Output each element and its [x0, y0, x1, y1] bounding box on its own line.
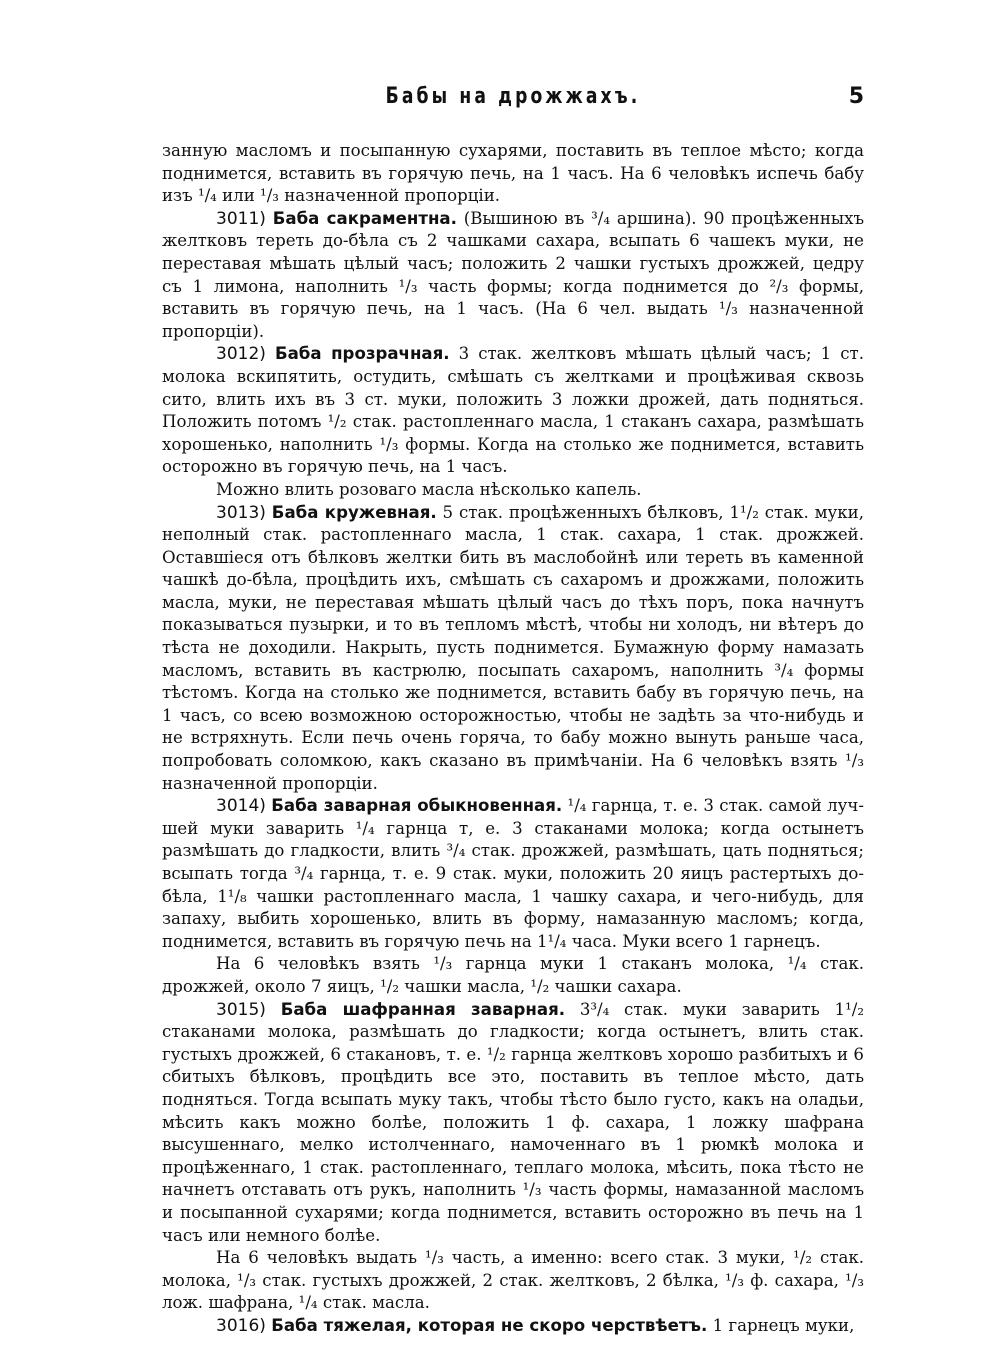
page-header: [162, 84, 864, 124]
note-paragraph: [162, 953, 864, 998]
page-number: 5: [848, 84, 864, 109]
note-paragraph: [162, 1247, 864, 1315]
recipe-3011: [162, 208, 864, 344]
paragraph-text: На 6 человѣкъ выдать ¹/₃ часть, а именно: всего стак. 3 муки, ¹/₂ стак. молока, ¹/₃ стак. густыхъ дрожжей, 2 стак. желтковъ, 2 бѣлка, ¹/₃ ф. сахара, ¹/₃ лож. шафрана, ¹/₄ стак. масла.: [162, 1248, 864, 1313]
recipe-title: Баба шафранная заварная.: [280, 999, 566, 1019]
recipe-number: 3016): [216, 1315, 266, 1336]
recipe-text: 5 стак. процѣженныхъ бѣлковъ, 1¹/₂ стак. муки, неполный стак. растопленнаго масла, 1 стак. сахара, 1 стак. дрожжей. Оставшіеся отъ бѣлковъ желтки бить въ маслобойнѣ или тереть въ каменной чашкѣ до-бѣла, процѣдить ихъ, смѣшать съ сахаромъ и дрожжами, положить масла, муки, не переставая мѣшать цѣлый часъ до тѣхъ поръ, пока начнутъ показываться пузырки, и то въ тепломъ мѣстѣ, чтобы ни холодъ, ни вѣтеръ до тѣста не доходили. Накрыть, пусть поднимется. Бумажную форму намазать масломъ, вставить въ кастрюлю, посыпать сахаромъ, наполнить ³/₄ формы тѣстомъ. Когда на столько же поднимется, вставить бабу въ горячую печь, на 1 часъ, со всею возможною осторожностью, чтобы не задѣть за что-нибудь и не встряхнуть. Если печь очень горяча, то бабу можно вынуть раньше часа, попробовать соломкою, какъ сказано въ примѣчаніи. На 6 человѣкъ взять ¹/₃ назначенной пропорціи.: [162, 502, 864, 793]
recipe-3013: [162, 502, 864, 796]
recipe-title: Баба заварная обыкновенная.: [271, 796, 563, 816]
body-text: [162, 140, 864, 1337]
running-title: Бабы на дрожжахъ.: [385, 84, 641, 109]
recipe-3016: [162, 1315, 864, 1338]
recipe-number: 3013): [216, 502, 266, 523]
recipe-text: 1 гарнецъ муки,: [712, 1315, 855, 1335]
paragraph-text: Можно влить розоваго масла нѣсколько капель.: [216, 479, 642, 499]
recipe-text: (Вышиною въ ³/₄ аршина). 90 процѣженныхъ желтковъ тереть до-бѣла съ 2 чашками сахара, всыпать 6 чашекъ муки, не переставая мѣшать цѣлый часъ; положить 2 чашки густыхъ дрожжей, цедру съ 1 лимона, наполнить ¹/₃ часть формы; когда поднимется до ²/₃ формы, вставить въ горячую печь, на 1 часъ. (На 6 чел. выдать ¹/₃ назначенной пропорціи).: [162, 208, 865, 341]
paragraph-text: занную масломъ и посыпанную сухарями, поставить въ теплое мѣсто; когда поднимется, вставить въ горячую печь, на 1 часъ. На 6 человѣкъ испечь бабу изъ ¹/₄ или ¹/₃ назначенной пропорціи.: [162, 141, 864, 206]
paragraph-text: На 6 человѣкъ взять ¹/₃ гарнца муки 1 стаканъ молока, ¹/₄ стак. дрожжей, около 7 яицъ, ¹/₂ чашки масла, ¹/₂ чашки сахара.: [162, 954, 864, 996]
recipe-text: 3 стак. желтковъ мѣшать цѣлый часъ; 1 ст. молока вскипятить, остудить, смѣшать съ желтками и процѣживая сквозь сито, влить ихъ въ 3 ст. муки, положить 3 ложки дрожей, дать подняться. Положить потомъ ¹/₂ стак. растопленнаго масла, 1 стаканъ сахара, размѣшать хорошенько, наполнить ¹/₃ формы. Когда на столько же поднимется, вставить осторожно въ горячую печь, на 1 часъ.: [162, 344, 864, 477]
recipe-3015: [162, 999, 864, 1248]
recipe-3012: [162, 343, 864, 479]
recipe-number: 3015): [216, 999, 266, 1020]
recipe-title: Баба прозрачная.: [274, 344, 450, 364]
recipe-3014: [162, 795, 864, 953]
paragraph-continuation: [162, 140, 864, 208]
recipe-number: 3011): [216, 208, 266, 229]
note-paragraph: [162, 479, 864, 502]
recipe-title: Баба кружевная.: [271, 502, 437, 522]
recipe-number: 3012): [216, 344, 266, 365]
recipe-text: ¹/₄ гарнца, т. е. 3 стак. самой лучшей муки заварить ¹/₄ гарнца т, е. 3 стаканами молока; когда остынетъ размѣшать до гладкости, влить ³/₄ стак. дрожжей, размѣшать, цать подняться; всыпать тогда ³/₄ гарнца, т. е. 9 стак. муки, положить 20 яицъ растертыхъ до-бѣла, 1¹/₈ чашки растопленнаго масла, 1 чашку сахара, и чего-нибудь, для запаху, выбить хорошенько, влить въ форму, намазанную масломъ; когда, поднимется, вставить въ горячую печь на 1¹/₄ часа. Муки всего 1 гарнецъ.: [162, 796, 864, 951]
recipe-number: 3014): [216, 796, 266, 817]
recipe-text: 3³/₄ стак. муки заварить 1¹/₂ стаканами молока, размѣшать до гладкости; когда остынетъ, влить стак. густыхъ дрожжей, 6 стакановъ, т. е. ¹/₂ гарнца желтковъ хорошо разбитыхъ и 6 сбитыхъ бѣлковъ, процѣдить все это, поставить въ теплое мѣсто, дать подняться. Тогда всыпать муку такъ, чтобы тѣсто было густо, какъ на оладьи, мѣсить какъ можно болѣе, положить 1 ф. сахара, 1 ложку шафрана высушеннаго, мелко истолченнаго, намоченнаго въ 1 рюмкѣ молока и процѣженнаго, 1 стак. растопленнаго, теплаго молока, мѣсить, пока тѣсто не начнетъ отставать отъ рукъ, наполнить ¹/₃ часть формы, намазанной масломъ и посыпанной сухарями; когда поднимется, вставить осторожно въ печь на 1 часъ или немного болѣе.: [162, 999, 864, 1245]
recipe-title: Баба сакраментна.: [272, 208, 457, 228]
recipe-title: Баба тяжелая, которая не скоро черствѣетъ.: [271, 1315, 708, 1335]
